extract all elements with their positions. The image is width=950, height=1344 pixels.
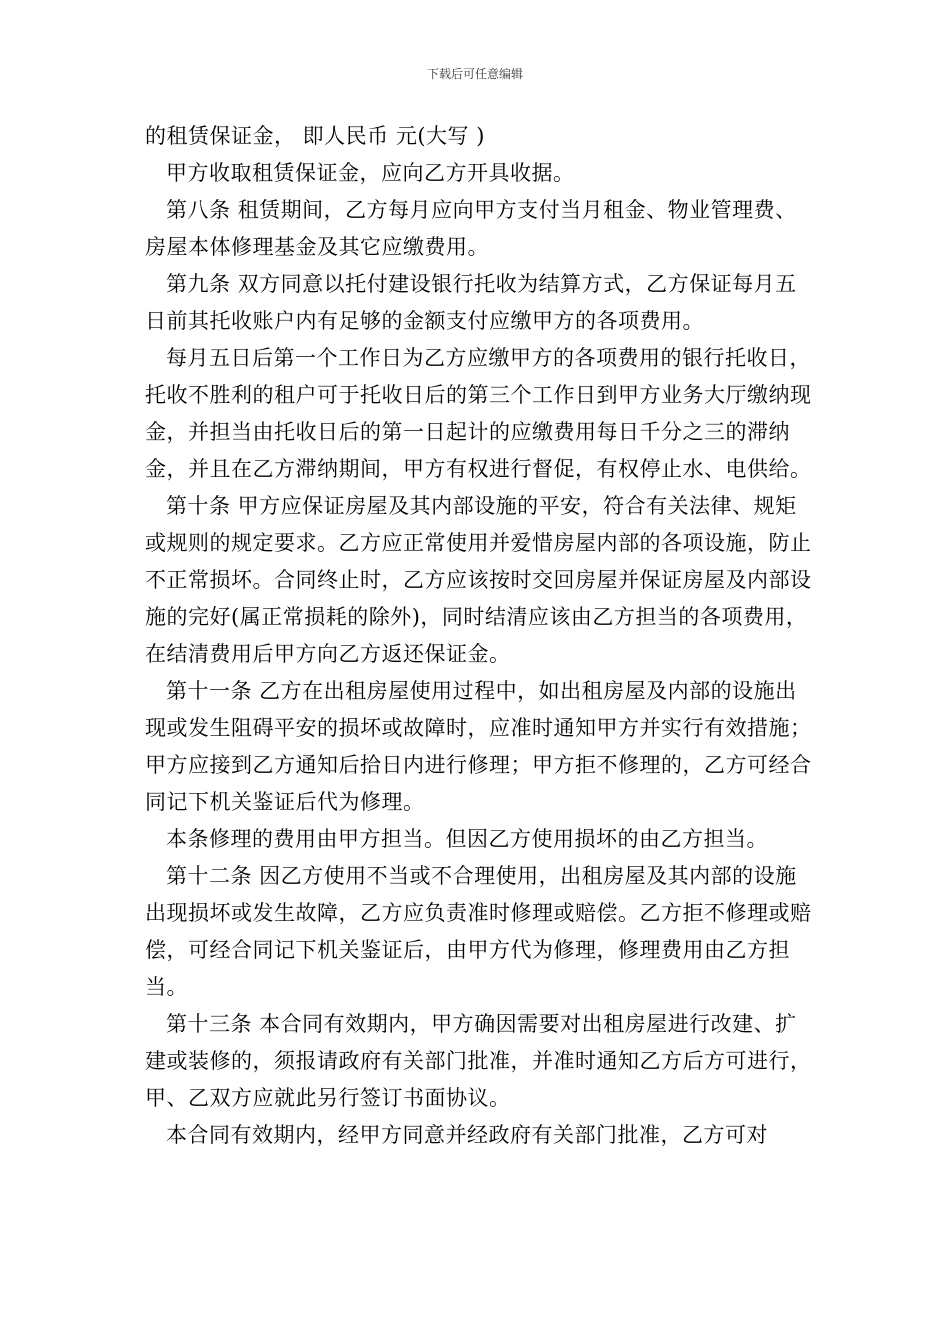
document-body [145, 118, 815, 1154]
paragraph-deposit-receipt: 甲方收取租赁保证金，应向乙方开具收据。 [166, 161, 575, 185]
paragraph-collection-day: 每月五日后第一个工作日为乙方应缴甲方的各项费用的银行托收日，托收不胜利的租户可于托收日后的第三个工作日到甲方业务大厅缴纳现金，并担当由托收日后的第一日起计的应缴费用每日千分之三的滞纳金，并且在乙方滞纳期间，甲方有权进行督促，有权停止水、电供给。 [145, 346, 812, 481]
paragraph-article-10: 第十条 甲方应保证房屋及其内部设施的平安，符合有关法律、规矩或规则的规定要求。乙方应正常使用并爱惜房屋内部的各项设施，防止不正常损坏。合同终止时，乙方应该按时交回房屋并保证房屋及内部设施的完好(属正常损耗的除外)，同时结清应该由乙方担当的各项费用，在结清费用后甲方向乙方返还保证金。 [145, 494, 812, 666]
paragraph-contract-period: 本合同有效期内，经甲方同意并经政府有关部门批准，乙方可对 [166, 1123, 768, 1147]
paragraph-article-11: 第十一条 乙方在出租房屋使用过程中，如出租房屋及内部的设施出现或发生阻碍平安的损坏或故障时，应准时通知甲方并实行有效措施；甲方应接到乙方通知后拾日内进行修理；甲方拒不修理的，乙方可经合同记下机关鉴证后代为修理。 [145, 679, 812, 814]
paragraph-article-9: 第九条 双方同意以托付建设银行托收为结算方式，乙方保证每月五日前其托收账户内有足够的金额支付应缴甲方的各项费用。 [145, 272, 797, 333]
paragraph-article-12: 第十二条 因乙方使用不当或不合理使用，出租房屋及其内部的设施出现损坏或发生故障，乙方应负责准时修理或赔偿。乙方拒不修理或赔偿，可经合同记下机关鉴证后，由甲方代为修理，修理费用由乙方担当。 [145, 864, 812, 999]
page-header-note: 下载后可任意编辑 [426, 67, 523, 81]
paragraph-article-13: 第十三条 本合同有效期内，甲方确因需要对出租房屋进行改建、扩建或装修的，须报请政府有关部门批准，并准时通知乙方后方可进行，甲、乙双方应就此另行签订书面协议。 [145, 1012, 812, 1110]
paragraph-repair-cost: 本条修理的费用由甲方担当。但因乙方使用损坏的由乙方担当。 [166, 827, 768, 851]
paragraph-article-8: 第八条 租赁期间，乙方每月应向甲方支付当月租金、物业管理费、房屋本体修理基金及其它应缴费用。 [145, 198, 797, 259]
paragraph-deposit-amount: 的租赁保证金， 即人民币 元(大写 ) [145, 124, 485, 148]
